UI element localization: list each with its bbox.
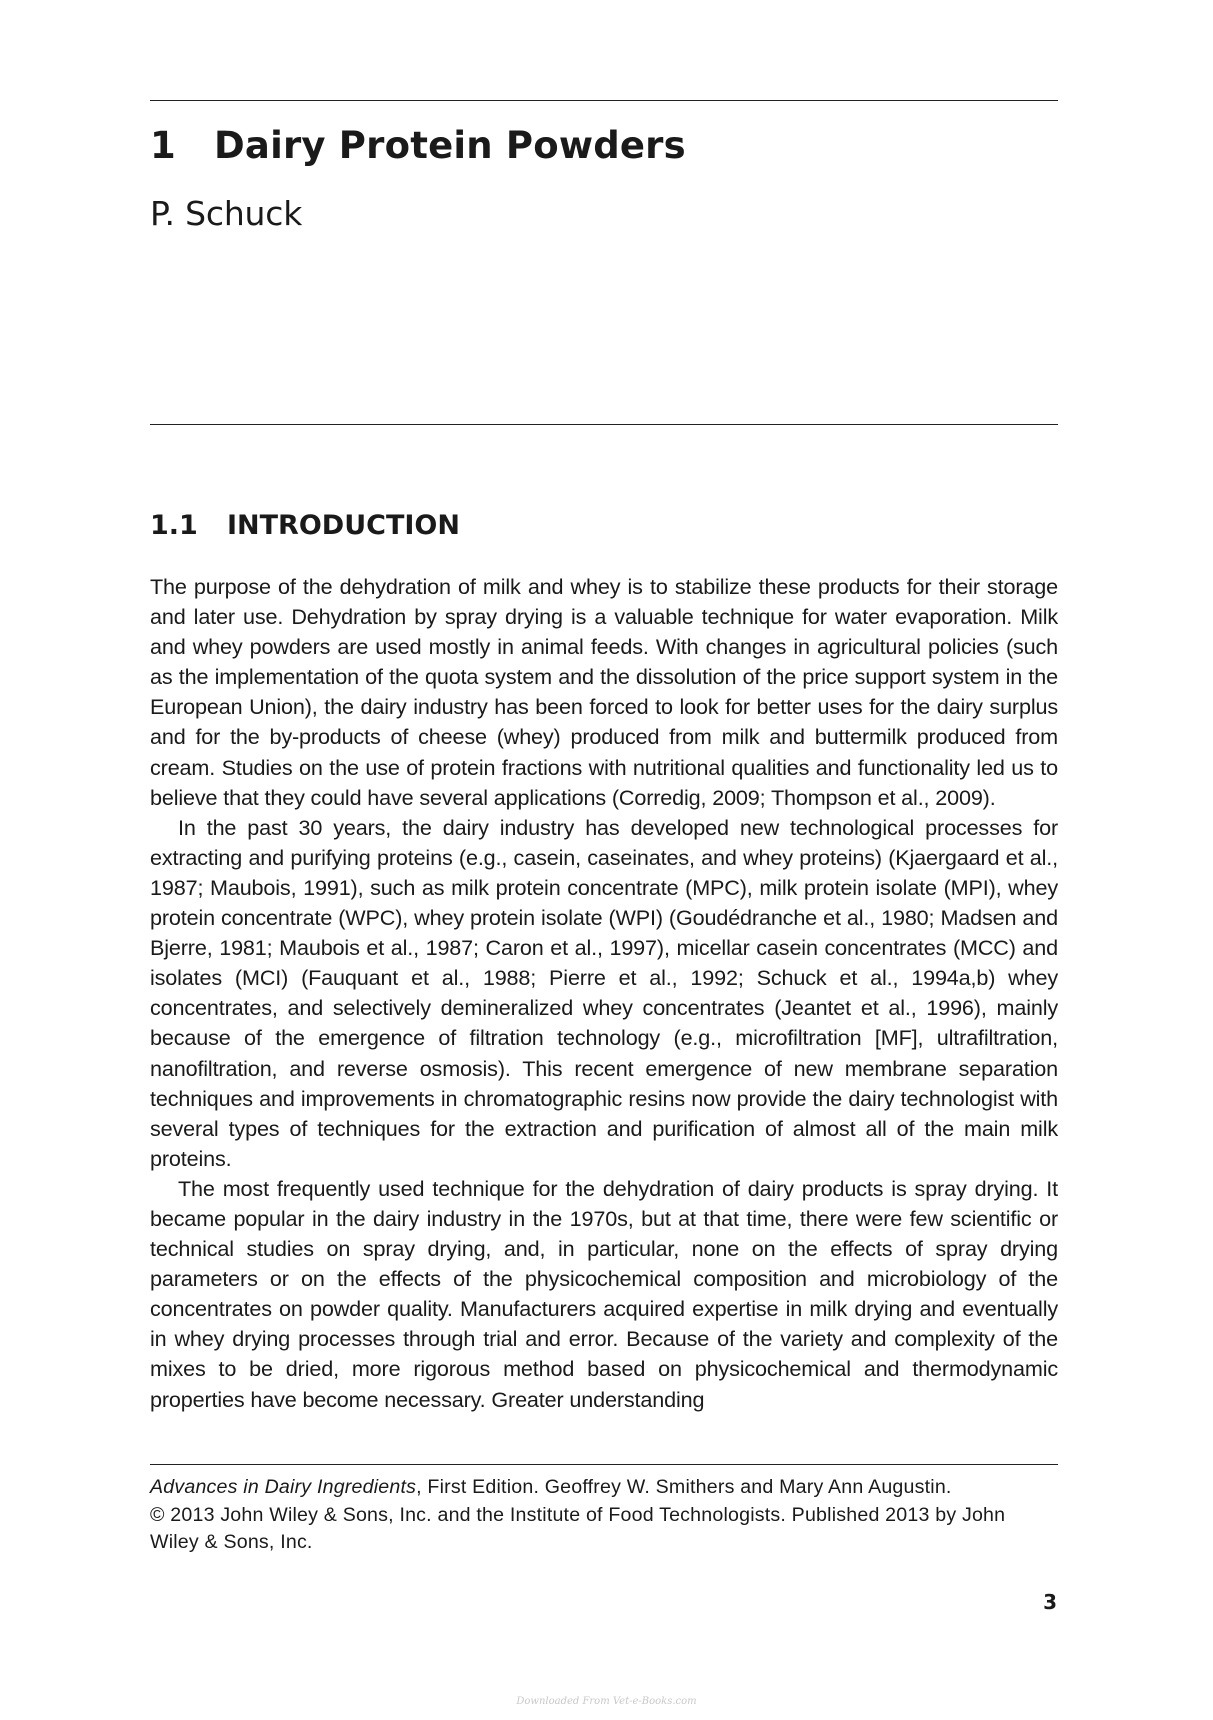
footnote-line-1 — [150, 1474, 1050, 1502]
edition-editors: , First Edition. Geoffrey W. Smithers and Mary Ann Augustin. — [416, 1476, 952, 1498]
page-number: 3 — [1043, 1590, 1057, 1614]
chapter-title — [150, 124, 686, 167]
paragraph-2: In the past 30 years, the dairy industry has developed new technological processes for extracting and purifying proteins (e.g., casein, caseinates, and whey proteins) (Kjaergaard et al., 1987; Maubois, 1991), such as milk protein concentrate (MPC), milk protein isolate (MPI), whey protein concentrate (WPC), whey protein isolate (WPI) (Goudédranche et al., 1980; Madsen and Bjerre, 1981; Maubois et al., 1987; Caron et al., 1997), micellar casein concentrates (MCC) and isolates (MCI) (Fauquant et al., 1988; Pierre et al., 1992; Schuck et al., 1994a,b) whey concentrates, and selectively demineralized whey concentrates (Jeantet et al., 1996), mainly because of the emergence of filtration technology (e.g., microfiltration [MF], ultrafiltration, nanofiltration, and reverse osmosis). This recent emergence of new membrane separation techniques and improvements in chromatographic resins now provide the dairy technologist with several types of techniques for the extraction and purification of almost all of the main milk proteins. — [150, 814, 1058, 1171]
chapter-author: P. Schuck — [150, 194, 303, 233]
body-text — [150, 572, 1058, 1415]
section-number: 1.1 — [150, 510, 198, 541]
footnote-rule — [150, 1464, 1058, 1465]
paragraph-1: The purpose of the dehydration of milk and whey is to stabilize these products for their storage and later use. Dehydration by spray drying is a valuable technique for water evaporation. Milk and whey powders are used mostly in animal feeds. With changes in agricultural policies (such as the implementation of the quota system and the dissolution of the price support system in the European Union), the dairy industry has been forced to look for better uses for the dairy surplus and for the by-products of cheese (whey) produced from milk and buttermilk produced from cream. Studies on the use of protein fractions with nutritional qualities and functionality led us to believe that they could have several applications (Corredig, 2009; Thompson et al., 2009). — [150, 574, 1058, 810]
section-heading — [150, 510, 460, 541]
chapter-title-text: Dairy Protein Powders — [214, 124, 686, 167]
download-watermark: Downloaded From Vet-e-Books.com — [516, 1696, 697, 1707]
paragraph-3: The most frequently used technique for the dehydration of dairy products is spray drying. It became popular in the dairy industry in the 1970s, but at that time, there were few scientific or technical studies on spray drying, and, in particular, none on the effects of spray drying parameters or on the effects of the physicochemical composition and microbiology of the concentrates on powder quality. Manufacturers acquired expertise in milk drying and eventually in whey drying processes through trial and error. Because of the variety and complexity of the mixes to be dried, more rigorous method based on physicochemical and thermodynamic properties have become necessary. Greater understanding — [150, 1175, 1058, 1412]
chapter-header-bottom-rule — [150, 424, 1058, 425]
chapter-number: 1 — [150, 124, 176, 167]
chapter-top-rule — [150, 100, 1058, 101]
copyright-footnote — [150, 1474, 1050, 1557]
section-title-text: INTRODUCTION — [227, 510, 460, 541]
footnote-line-2: © 2013 John Wiley & Sons, Inc. and the Institute of Food Technologists. Published 2013 by John Wiley & Sons, Inc. — [150, 1503, 1006, 1553]
book-title: Advances in Dairy Ingredients — [150, 1476, 417, 1498]
